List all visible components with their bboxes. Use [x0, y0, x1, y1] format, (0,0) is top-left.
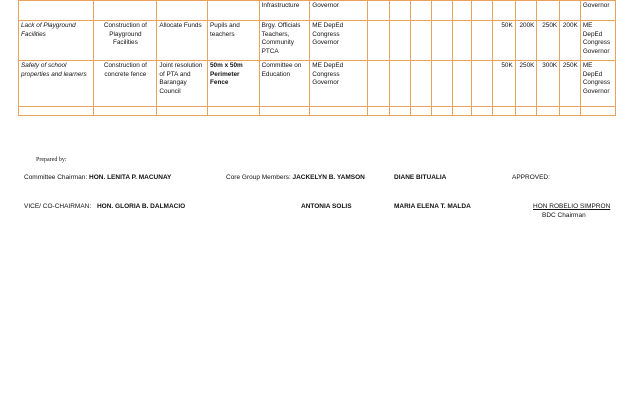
- prepared-by-label: Prepared by:: [36, 157, 67, 163]
- core-member-name: DIANE BITUALIA: [394, 174, 447, 181]
- chairman-name: HON. LENITA P. MACUNAY: [89, 174, 172, 181]
- area-cell: Safety of school properties and learners: [19, 61, 94, 107]
- core-member-name: JACKELYN B. YAMSON: [292, 174, 365, 181]
- agencies-cell: ME DepEd Congress Governor: [310, 21, 368, 61]
- cost-cell: 250K: [537, 21, 560, 61]
- target-cell: 50m x 50m Perimeter Fence: [208, 61, 260, 107]
- vice-chairman-label: VICE/ CO-CHAIRMAN:: [24, 203, 92, 210]
- approved-label: APPROVED:: [512, 174, 550, 181]
- core-member-name: MARIA ELENA T. MALDA: [394, 203, 471, 210]
- table-row: [19, 107, 616, 116]
- area-cell: Lack of Playground Facilities: [19, 21, 94, 61]
- involvement-cell: Governor: [310, 1, 368, 21]
- strategy-cell: Allocate Funds: [157, 21, 208, 61]
- cost-cell: 300K: [537, 61, 560, 107]
- source-cell: ME DepEd Congress Governor: [580, 21, 615, 61]
- cost-cell: 50K: [493, 61, 516, 107]
- table-row: [19, 1, 616, 21]
- core-group-label: Core Group Members:: [226, 174, 291, 181]
- program-cell: Construction of Playground Facilities: [94, 21, 157, 61]
- core-group-line: [226, 174, 365, 181]
- cost-cell: 200K: [560, 21, 581, 61]
- cost-cell: 250K: [515, 61, 537, 107]
- responsible-cell: Brgy. Officials Teachers, Community PTCA: [259, 21, 310, 61]
- approver-name: HON ROBELIO SIMPRON: [533, 203, 611, 210]
- table-row: [19, 21, 616, 61]
- vice-chairman-line: [24, 203, 185, 210]
- core-member-name: ANTONIA SOLIS: [301, 203, 352, 210]
- agencies-cell: ME DepEd Congress Governor: [310, 61, 368, 107]
- cost-cell: 200K: [515, 21, 537, 61]
- agency-cell: Infrastructure: [259, 1, 310, 21]
- cost-cell: 250K: [560, 61, 581, 107]
- strategy-cell: Joint resolution of PTA and Barangay Council: [157, 61, 208, 107]
- target-cell: Pupils and teachers: [208, 21, 260, 61]
- cost-cell: 50K: [493, 21, 516, 61]
- vice-chairman-name: HON. GLORIA B. DALMACIO: [96, 203, 186, 210]
- source-cell: Governor: [580, 1, 615, 21]
- table-row: [19, 61, 616, 107]
- chairman-label: Committee Chairman:: [24, 174, 88, 181]
- chairman-line: [24, 174, 171, 181]
- action-plan-table: [18, 0, 616, 116]
- responsible-cell: Committee on Education: [259, 61, 310, 107]
- source-cell: ME DepEd Congress Governor: [580, 61, 615, 107]
- approver-title: BDC Chairman: [542, 212, 586, 219]
- program-cell: Construction of concrete fence: [94, 61, 157, 107]
